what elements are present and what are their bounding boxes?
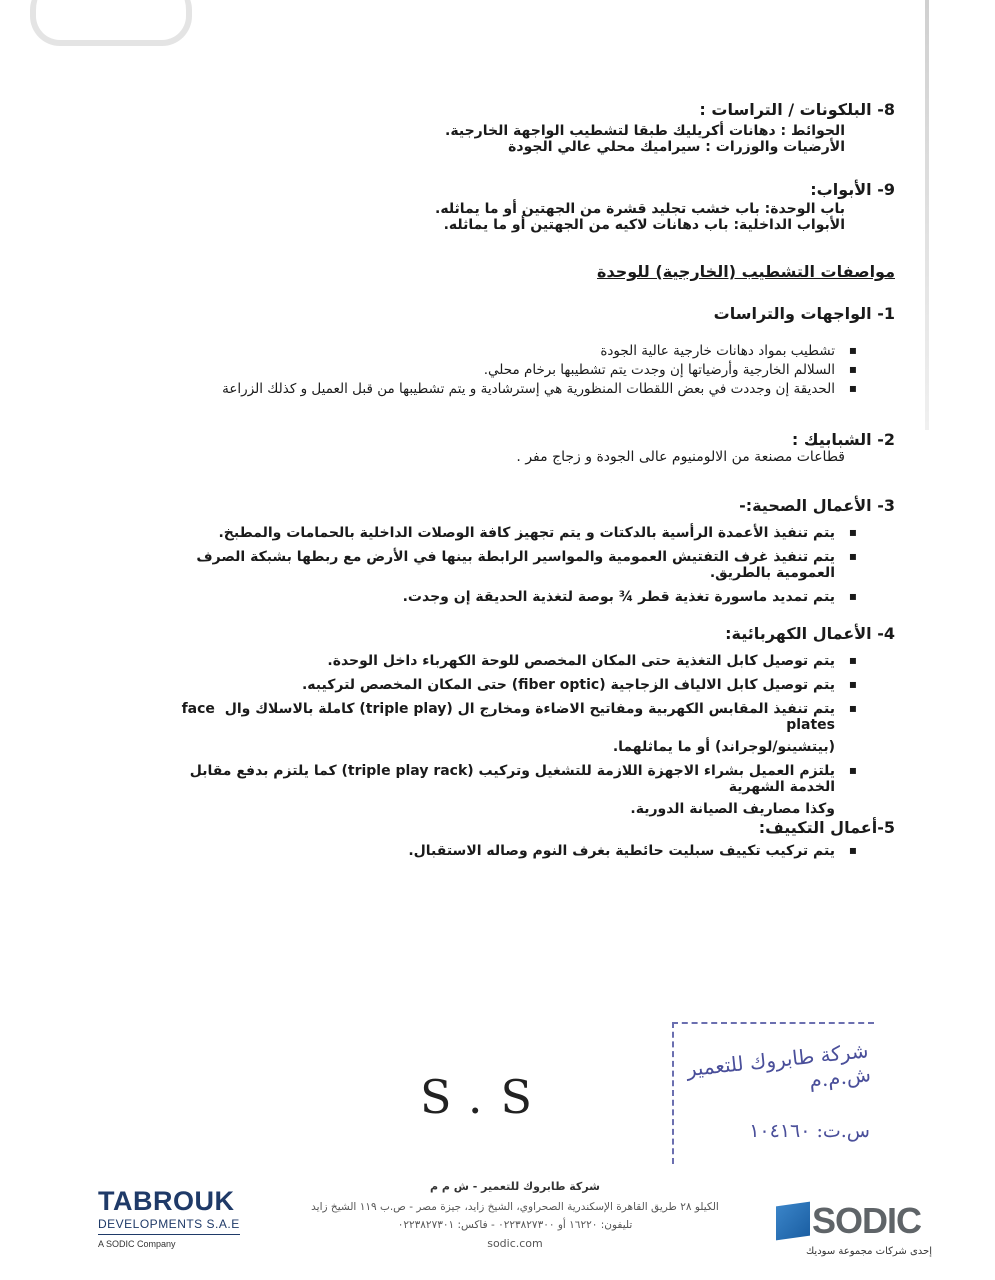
fiber-optic-term: fiber optic xyxy=(518,677,600,693)
section-9-unit-door: باب الوحدة: باب خشب تجليد قشرة من الجهتين أو ما يماثله. xyxy=(435,201,845,217)
sodic-cube-icon xyxy=(776,1202,810,1241)
ext-section-4 xyxy=(160,624,895,817)
ext-section-4-bullet-1: ▪ يتم توصيل كابل التغذية حتى المكان المخصص للوحة الكهرباء داخل الوحدة. xyxy=(160,653,895,669)
ext-section-3-bullet-1: ▪ يتم تنفيذ الأعمدة الرأسية بالدكتات و يتم تجهيز كافة الوصلات الداخلية بالحمامات والمطبخ. xyxy=(160,525,895,541)
scan-corner-mark xyxy=(30,0,192,46)
ext-section-1-bullet-1: ▪ تشطيب بمواد دهانات خارجية عالية الجودة xyxy=(160,343,895,359)
ext-section-3 xyxy=(160,496,895,605)
stamp-text: شركة طابروك للتعمير ش.م.م xyxy=(685,1038,872,1093)
ext-section-2 xyxy=(160,430,895,465)
triple-play-term: triple play xyxy=(365,701,447,717)
triple-play-rack-term: triple play rack xyxy=(347,763,468,779)
sockets-mid: ) كاملة بالاسلاك وال xyxy=(224,701,366,717)
fiber-post: ) حتى المكان المخصص لتركيبه. xyxy=(301,677,519,693)
fiber-pre: يتم توصيل كابل الالياف الزجاجية ( xyxy=(599,677,835,693)
section-9-internal-doors: الأبواب الداخلية: باب دهانات لاكيه من الجهتين أو ما يماثله. xyxy=(443,217,845,233)
ext-section-2-line: قطاعات مصنعة من الالومنيوم عالى الجودة و زجاج مفر . xyxy=(516,449,845,465)
exterior-specs-heading: مواصفات التشطيب (الخارجية) للوحدة xyxy=(597,262,895,281)
ext-section-3-title: 3- الأعمال الصحية:- xyxy=(739,496,895,515)
exterior-specs-title xyxy=(160,262,895,281)
ext-section-4-bullet-2 xyxy=(160,677,895,693)
section-8 xyxy=(160,100,895,155)
tabrouk-logo xyxy=(98,1186,240,1249)
rack-pre: يلتزم العميل بشراء الاجهزة اللازمة للتشغيل وتركيب ( xyxy=(467,763,835,779)
ext-section-4-bullet-3 xyxy=(160,701,895,755)
rack-line-2: وكذا مصاريف الصيانة الدورية. xyxy=(630,801,835,817)
footer-website: sodic.com xyxy=(487,1237,543,1250)
ext-section-1 xyxy=(160,304,895,397)
ext-section-1-title: 1- الواجهات والتراسات xyxy=(713,304,895,323)
ext-section-2-title: 2- الشبابيك : xyxy=(791,430,895,449)
face-plates-term: face plates xyxy=(181,701,835,733)
footer-phones: تليفون: ١٦٢٢٠ أو ٠٢٢٣٨٢٧٣٠٠ - فاكس: ٠٢٢٣٨٢٧٣٠١ xyxy=(397,1219,633,1231)
tabrouk-logo-tagline: A SODIC Company xyxy=(98,1239,176,1249)
section-8-title: 8- البلكونات / التراسات : xyxy=(699,100,895,119)
ext-section-4-bullet-4 xyxy=(160,763,895,817)
section-9 xyxy=(160,180,895,233)
section-9-title: 9- الأبواب: xyxy=(810,180,895,199)
stamp-registry-code: س.ت: ١٠٤١٦٠ xyxy=(749,1120,870,1142)
sockets-pre: يتم تنفيذ المقابس الكهربية ومفاتيح الاضاءة ومخارج ال ( xyxy=(446,701,835,717)
section-8-walls: الحوائط : دهانات أكريليك طبقا لتشطيب الواجهة الخارجية. xyxy=(445,123,845,139)
ext-section-5-title: 5-أعمال التكييف: xyxy=(758,818,895,837)
rack-post: ) كما يلتزم بدفع مقابل الخدمة الشهرية xyxy=(189,763,835,795)
sockets-line-2: (بيتشينو/لوجراند) أو ما يماثلهما. xyxy=(612,739,835,755)
tabrouk-logo-sub: DEVELOPMENTS S.A.E xyxy=(98,1217,240,1235)
ext-section-3-bullet-3: ▪ يتم تمديد ماسورة تغذية قطر ¾ بوصة لتغذية الحديقة إن وجدت. xyxy=(160,589,895,605)
footer-address: الكيلو ٢٨ طريق القاهرة الإسكندرية الصحراوي، الشيخ زايد، جيزة مصر - ص.ب ١١٩ الشيخ زايد xyxy=(311,1201,719,1213)
sodic-logo-name: SODIC xyxy=(812,1200,922,1241)
ext-section-1-bullet-3: ▪ الحديقة إن وجددت في بعض اللقطات المنظورية هي إسترشادية و يتم تشطيبها من قبل العميل و كذلك الزراعة xyxy=(160,381,895,397)
footer-company-name: شركة طابروك للتعمير - ش م م xyxy=(430,1180,600,1193)
ext-section-5 xyxy=(160,818,895,859)
ext-section-5-bullet-1: ▪ يتم تركيب تكييف سبليت حائطية بغرف النوم وصاله الاستقبال. xyxy=(160,843,895,859)
footer-contact xyxy=(300,1180,730,1250)
sodic-logo xyxy=(772,1200,932,1280)
scan-edge-shadow xyxy=(925,0,929,430)
signature: S.S xyxy=(420,1070,551,1124)
tabrouk-logo-name: TABROUK xyxy=(98,1186,235,1216)
sodic-logo-sub: إحدى شركات مجموعة سوديك xyxy=(806,1246,932,1257)
section-8-floors: الأرضيات والوزرات : سيراميك محلي عالي الجودة xyxy=(508,139,845,155)
ext-section-1-bullet-2: ▪ السلالم الخارجية وأرضياتها إن وجدت يتم تشطيبها برخام محلي. xyxy=(160,362,895,378)
ext-section-3-bullet-2: ▪ يتم تنفيذ غرف التفتيش العمومية والمواسير الرابطة بينها في الأرض مع ربطها بشبكة الصرف العمومية بالطريق. xyxy=(160,549,895,581)
ext-section-4-title: 4- الأعمال الكهربائية: xyxy=(725,624,895,643)
